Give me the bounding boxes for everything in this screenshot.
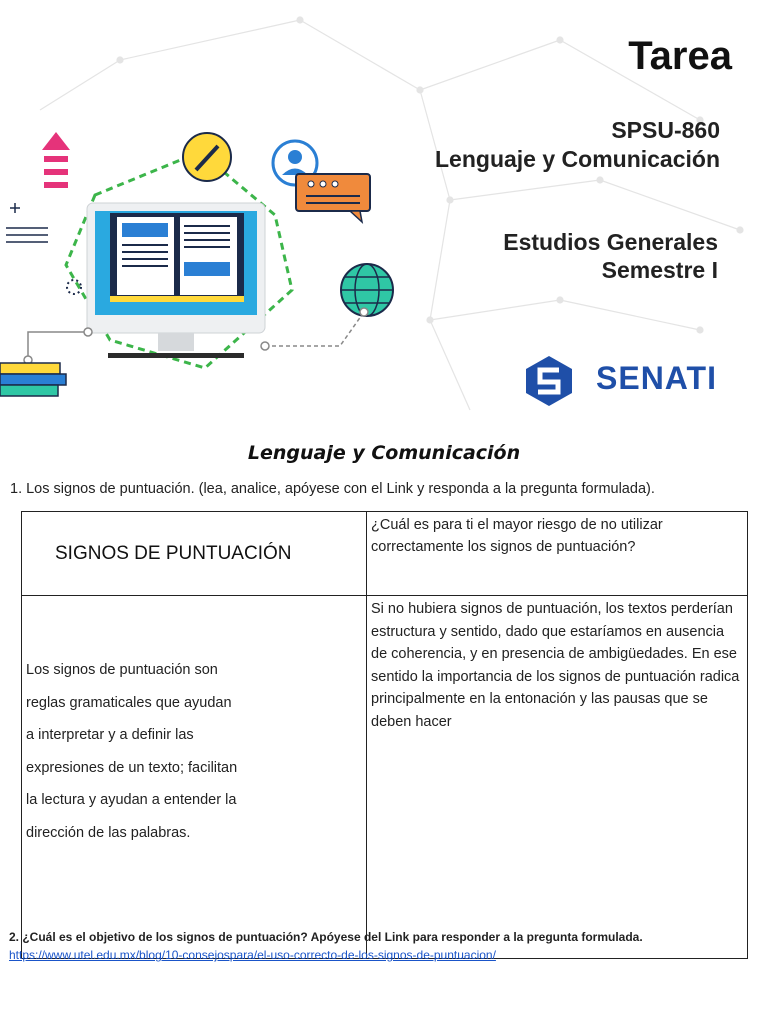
course-info — [435, 116, 720, 174]
definition-cell — [22, 596, 367, 959]
up-arrow-icon — [42, 132, 70, 188]
table-header-left: SIGNOS DE PUNTUACIÓN — [22, 512, 367, 596]
table-header-question: ¿Cuál es para ti el mayor riesgo de no utilizar correctamente los signos de puntuación? — [367, 512, 748, 596]
open-book-icon — [110, 213, 244, 302]
globe-icon — [341, 264, 393, 316]
definition-line: la lectura y ayudan a entender la — [26, 792, 237, 808]
table-header-row — [22, 512, 748, 596]
header-banner — [0, 0, 768, 425]
definition-line: reglas gramaticales que ayudan — [26, 694, 232, 711]
section-heading: Lenguaje y Comunicación — [247, 442, 521, 464]
pencil-icon — [183, 133, 231, 181]
definition-line: Los signos de puntuación son — [26, 662, 218, 678]
chat-bubble-icon — [296, 174, 370, 222]
reference-link[interactable]: https://www.utel.edu.mx/blog/10-consejospara/el-uso-correcto-de-los-signos-de-puntuacion/ — [9, 948, 496, 962]
question-2: 2. ¿Cuál es el objetivo de los signos de puntuación? Apóyese del Link para responder a la pregunta formulada. — [9, 930, 643, 944]
program-name: Estudios Generales — [503, 229, 718, 255]
course-name: Lenguaje y Comunicación — [435, 146, 720, 172]
course-code: SPSU-860 — [611, 117, 720, 143]
definition-line: dirección de las palabras. — [26, 824, 191, 841]
table-body-row — [22, 596, 748, 959]
definition-line: expresiones de un texto; facilitan — [26, 759, 238, 776]
answer-table — [21, 511, 748, 959]
books-stack-icon — [0, 363, 66, 396]
senati-brand-text: SENATI — [596, 360, 717, 396]
question-1: 1. Los signos de puntuación. (lea, analice, apóyese con el Link y responda a la pregunta formulada). — [10, 481, 655, 497]
program-info — [503, 228, 718, 284]
menu-lines-icon — [6, 203, 48, 242]
senati-logo-icon — [526, 356, 572, 406]
definition-line: a interpretar y a definir las — [26, 727, 194, 743]
answer-cell: Si no hubiera signos de puntuación, los textos perderían estructura y sentido, dado que estaríamos en ausencia de coherencia, y en presencia de ambigüedades. En ese sentido la importancia de los signos de puntuación radica principalmente en la entonación y las pausas que se deben hacer — [367, 596, 748, 959]
banner-title: Tarea — [628, 34, 732, 78]
semester-label: Semestre I — [601, 257, 718, 283]
